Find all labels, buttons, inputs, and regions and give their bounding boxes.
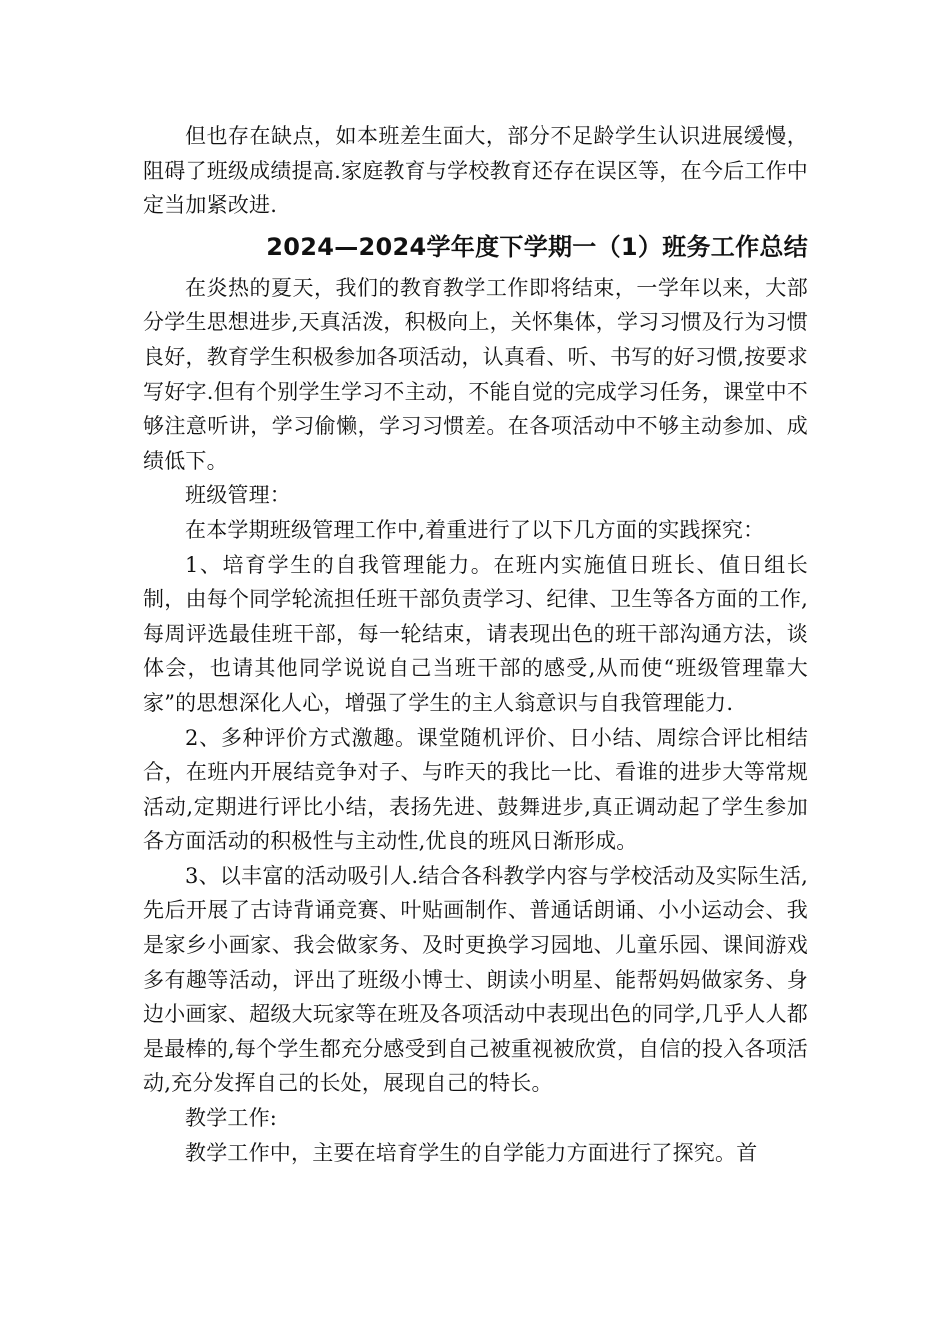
section-heading-teaching: 教学工作: [185, 1106, 278, 1131]
body-paragraph-item-2: 2、多种评价方式激趣。课堂随机评价、日小结、周综合评比相结合，在班内开展结竞争对子、与昨天的我比一比、看谁的进步大等常规活动,定期进行评比小结，表扬先进、鼓舞进步,真正调动起了学生参加各方面活动的积极性与主动性,优良的班风日渐形成。 [143, 725, 808, 854]
body-paragraph-teaching: 教学工作中，主要在培育学生的自学能力方面进行了探究。首 [185, 1140, 758, 1165]
body-paragraph-management-intro: 在本学期班级管理工作中,着重进行了以下几方面的实践探究： [185, 517, 765, 542]
document-page [143, 119, 808, 1170]
intro-paragraph: 但也存在缺点，如本班差生面大，部分不足龄学生认识进展缓慢，阻碍了班级成绩提高.家庭教育与学校教育还存在误区等，在今后工作中定当加紧改进. [143, 124, 808, 218]
section-heading-class-management: 班级管理： [185, 483, 291, 508]
body-paragraph-item-3: 3、以丰富的活动吸引人.结合各科教学内容与学校活动及实际生活,先后开展了古诗背诵竞赛、叶贴画制作、普通话朗诵、小小运动会、我是家乡小画家、我会做家务、及时更换学习园地、儿童乐园、课间游戏多有趣等活动，评出了班级小博士、朗读小明星、能帮妈妈做家务、身边小画家、超级大玩家等在班及各项活动中表现出色的同学,几乎人人都是最棒的,每个学生都充分感受到自己被重视被欣赏，自信的投入各项活动,充分发挥自己的长处，展现自己的特长。 [143, 863, 808, 1096]
document-title: 2024—2024学年度下学期一（1）班务工作总结 [266, 232, 808, 261]
body-paragraph-opening: 在炎热的夏天，我们的教育教学工作即将结束，一学年以来，大部分学生思想进步,天真活泼，积极向上，关怀集体，学习习惯及行为习惯良好，教育学生积极参加各项活动，认真看、听、书写的好习惯,按要求写好字.但有个别学生学习不主动，不能自觉的完成学习任务，课堂中不够注意听讲，学习偷懒，学习习惯差。在各项活动中不够主动参加、成绩低下。 [143, 275, 808, 473]
body-paragraph-item-1: 1、培育学生的自我管理能力。在班内实施值日班长、值日组长制，由每个同学轮流担任班干部负责学习、纪律、卫生等各方面的工作,每周评选最佳班干部，每一轮结束，请表现出色的班干部沟通方法，谈体会，也请其他同学说说自己当班干部的感受,从而使“班级管理靠大家”的思想深化人心，增强了学生的主人翁意识与自我管理能力. [143, 552, 808, 715]
